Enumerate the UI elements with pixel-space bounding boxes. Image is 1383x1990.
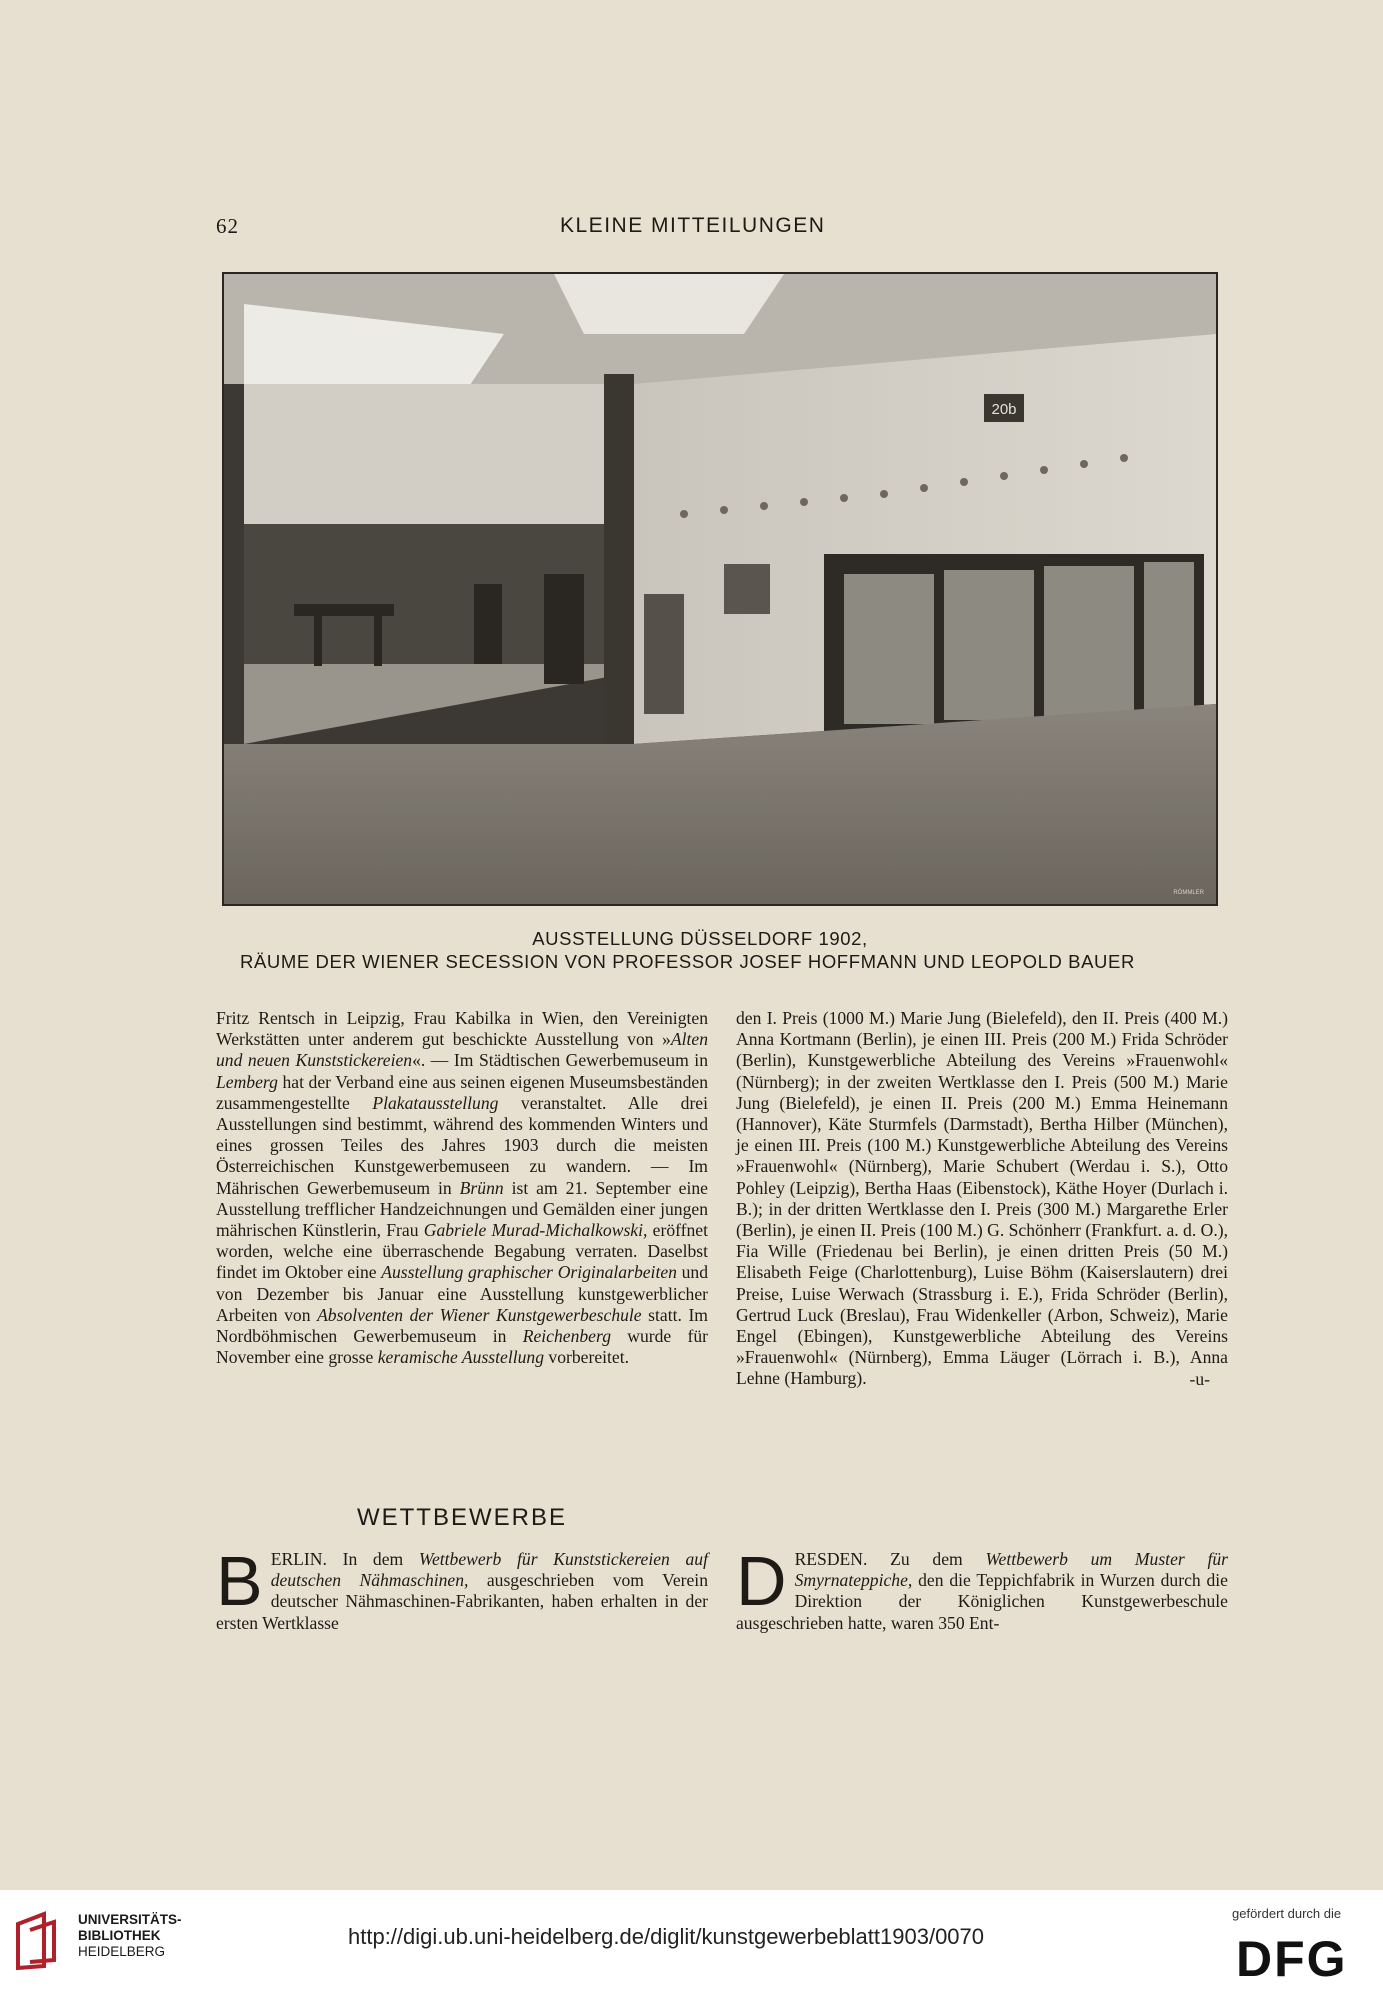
dfg-logo: DFG bbox=[1236, 1931, 1348, 1987]
right-column-text bbox=[736, 1008, 1228, 1390]
funding-note: gefördert durch die bbox=[1232, 1906, 1342, 1921]
drop-cap: B bbox=[216, 1542, 263, 1620]
left-column-text bbox=[216, 1008, 708, 1368]
figure-caption-subtitle: RÄUME DER WIENER SECESSION VON PROFESSOR JOSEF HOFFMANN UND LEOPOLD BAUER bbox=[240, 951, 1135, 972]
exhibitions-paragraph: Fritz Rentsch in Leipzig, Frau Kabilka in Wien, den Vereinigten Werkstätten unter anderem gut beschickte Ausstellung von »Alten und neuen Kunststickereien«. — Im Städtischen Gewerbemuseum in Lemberg hat der Verband eine aus seinen eigenen Museumsbeständen zusammengestellte Plakatausstellung veranstaltet. Alle drei Ausstellungen sind bestimmt, während des kommenden Winters und eines grossen Teiles des Jahres 1903 durch die meisten Österreichischen Kunstgewerbemuseen zu wandern. — Im Mährischen Gewerbemuseum in Brünn ist am 21. September eine Ausstellung trefflicher Handzeichnungen und Gemälden einer jungen mährischen Künstlerin, Frau Gabriele Murad-Michalkowski, eröffnet worden, welche eine überraschende Begabung verraten. Daselbst findet im Oktober eine Ausstellung graphischer Originalarbeiten und von Dezember bis Januar eine Ausstellung kunstgewerblicher Arbeiten von Absolventen der Wiener Kunstgewerbeschule statt. Im Nordböhmischen Gewerbemuseum in Reichenberg wurde für November eine grosse keramische Ausstellung vorbereitet. bbox=[216, 1008, 709, 1368]
drop-cap: D bbox=[736, 1542, 787, 1620]
photographer-credit: RÖMMLER bbox=[1173, 890, 1204, 896]
berlin-paragraph: BERLIN. In dem Wettbewerb für Kunststickereien auf deutschen Nähmaschinen, ausgeschrieben vom Verein deutscher Nähmaschinen-Fabrikanten, haben erhalten in der ersten Wertklasse bbox=[216, 1542, 708, 1633]
library-name: UNIVERSITÄTS- BIBLIOTHEK HEIDELBERG bbox=[78, 1912, 182, 1959]
library-logo-icon bbox=[14, 1910, 66, 1972]
permalink[interactable]: http://digi.ub.uni-heidelberg.de/diglit/kunstgewerbeblatt1903/0070 bbox=[348, 1924, 985, 1949]
dresden-paragraph: DRESDEN. Zu dem Wettbewerb um Muster für Smyrnateppiche, den die Teppichfabrik in Wurzen durch die Direktion der Königlichen Kunstgewerbeschule ausgeschrieben hatte, waren 350 Ent- bbox=[736, 1542, 1228, 1633]
room-sign: 20b bbox=[991, 401, 1017, 418]
exhibition-photograph bbox=[222, 272, 1218, 906]
footer-bar bbox=[0, 1890, 1383, 1990]
figure-caption-title: AUSSTELLUNG DÜSSELDORF 1902, bbox=[532, 928, 868, 949]
author-signature: -u- bbox=[1189, 1368, 1210, 1389]
section-heading: WETTBEWERBE bbox=[356, 1504, 567, 1531]
page-number: 62 bbox=[216, 214, 239, 238]
prize-list-paragraph: den I. Preis (1000 M.) Marie Jung (Bielefeld), den II. Preis (400 M.) Anna Kortmann (Berlin), je einen III. Preis (200 M.) Frida Schröder (Berlin), Kunstgewerbliche Abteilung des Vereins »Frauenwohl« (Nürnberg); in der zweiten Wertklasse den I. Preis (500 M.) Marie Jung (Bielefeld), je einen II. Preis (200 M.) Emma Heinemann (Hannover), Käte Sturmfels (Darmstadt), Bertha Hilber (München), je einen III. Preis (100 M.) Kunstgewerbliche Abteilung des Vereins »Frauenwohl« (Nürnberg), Marie Schubert (Werdau i. S.), Otto Pohley (Leipzig), Bertha Haas (Eibenstock), Käthe Hoyer (Durlach i. B.); in der dritten Wertklasse den I. Preis (300 M.) Margarethe Erler (Berlin), je einen II. Preis (100 M.) G. Schönherr (Frankfurt. a. d. O.), Fia Wille (Friedenau bei Berlin), je einen dritten Preis (50 M.) Elisabeth Feige (Charlottenburg), Luise Böhm (Kaiserslautern) drei Preise, Luise Werwach (Strassburg i. E.), Frida Schröder (Berlin), Gertrud Luck (Breslau), Frau Widenkeller (Arbon, Schweiz), Marie Engel (Ebingen), Kunstgewerbliche Abteilung des Vereins »Frauenwohl« (Nürnberg), Emma Läuger (Lörrach i. B.), Anna Lehne (Hamburg). bbox=[736, 1008, 1229, 1389]
running-head: KLEINE MITTEILUNGEN bbox=[560, 214, 826, 237]
